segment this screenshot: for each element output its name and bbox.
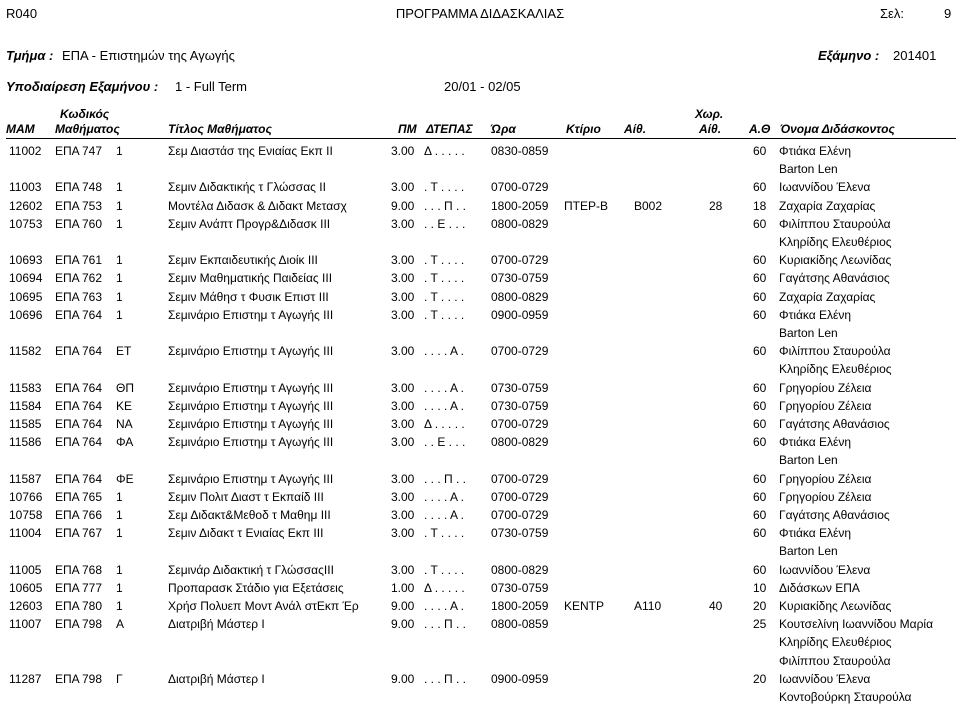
row-hour: 0700-0729 bbox=[491, 180, 549, 195]
row-instructor: Φτιάκα Ελένη bbox=[779, 144, 852, 158]
row-title: Σεμιν Διδακτ τ Ενιαίας Εκπ ΙΙΙ bbox=[168, 526, 324, 541]
row-number: 765 bbox=[82, 489, 103, 504]
row-section: 1 bbox=[116, 216, 123, 231]
row-days: Δ . . . . . bbox=[424, 580, 465, 595]
row-instructor: Γαγάτσης Αθανάσιος bbox=[779, 417, 890, 431]
row-title: Σεμινάριο Επιστημ τ Αγωγής ΙΙΙ bbox=[168, 398, 334, 413]
row-section: 1 bbox=[116, 198, 123, 213]
header-divider bbox=[6, 138, 956, 139]
row-section: ΕΤ bbox=[116, 344, 132, 359]
row-days: . Τ . . . . bbox=[424, 307, 465, 322]
row-hour: 1800-2059 bbox=[491, 198, 549, 213]
row-days: . . . . Α . bbox=[424, 508, 465, 522]
row-instructor: Barton Len bbox=[779, 544, 838, 559]
row-number: 764 bbox=[82, 471, 103, 486]
col-title: Τίτλος Μαθήματος bbox=[168, 122, 272, 136]
col-code-line2: Μαθήματος bbox=[55, 122, 120, 136]
row-dept: ΕΠΑ bbox=[55, 198, 80, 213]
row-section: 1 bbox=[116, 253, 123, 268]
row-pm: 3.00 bbox=[391, 380, 415, 395]
row-pm: 9.00 bbox=[391, 198, 415, 213]
row-section: ΘΠ bbox=[116, 380, 134, 395]
row-instructor: Ιωαννίδου Έλενα bbox=[779, 671, 871, 686]
row-dept: ΕΠΑ bbox=[55, 307, 80, 322]
row-days: . Τ . . . . bbox=[424, 562, 465, 577]
row-title: Σεμιν Μάθησ τ Φυσικ Επιστ ΙΙΙ bbox=[168, 289, 329, 304]
row-mam: 11287 bbox=[9, 671, 42, 686]
row-pm: 9.00 bbox=[391, 599, 415, 613]
row-dept: ΕΠΑ bbox=[55, 180, 80, 195]
row-mam: 10753 bbox=[9, 216, 43, 231]
row-mam: 10695 bbox=[9, 289, 43, 304]
row-pm: 3.00 bbox=[391, 271, 415, 286]
row-title: Σεμιν Μαθηματικής Παιδείας ΙΙΙ bbox=[168, 271, 333, 286]
row-section: 1 bbox=[116, 562, 123, 577]
row-title: Σεμιν Ανάπτ Προγρ&Διδασκ ΙΙΙ bbox=[168, 216, 331, 231]
row-days: . . . . Α . bbox=[424, 398, 465, 413]
row-hour: 0830-0859 bbox=[491, 144, 549, 158]
row-instructor: Γρηγορίου Ζέλεια bbox=[779, 471, 872, 486]
row-mam: 11005 bbox=[9, 562, 42, 577]
row-days: . Τ . . . . bbox=[424, 526, 465, 541]
row-number: 780 bbox=[82, 599, 103, 613]
row-capacity: 28 bbox=[709, 198, 723, 213]
row-mam: 10696 bbox=[9, 307, 43, 322]
row-number: 747 bbox=[82, 144, 103, 158]
row-hour: 0700-0729 bbox=[491, 508, 549, 522]
row-mam: 11584 bbox=[9, 398, 42, 413]
row-pm: 1.00 bbox=[391, 580, 415, 595]
row-instructor: Γαγάτσης Αθανάσιος bbox=[779, 271, 890, 286]
row-number: 798 bbox=[82, 671, 103, 686]
row-hour: 0730-0759 bbox=[491, 271, 549, 286]
row-at: 60 bbox=[753, 216, 767, 231]
row-dept: ΕΠΑ bbox=[55, 253, 80, 268]
row-instructor: Φτιάκα Ελένη bbox=[779, 307, 852, 322]
row-title: Σεμ Διδακτ&Μεθοδ τ Μαθημ ΙΙΙ bbox=[168, 508, 331, 522]
row-section: ΦΑ bbox=[116, 435, 134, 450]
row-dept: ΕΠΑ bbox=[55, 417, 80, 431]
row-pm: 3.00 bbox=[391, 471, 415, 486]
row-mam: 11003 bbox=[9, 180, 42, 195]
department-label: Τμήμα : bbox=[6, 48, 54, 63]
row-at: 60 bbox=[753, 562, 767, 577]
row-hour: 0730-0759 bbox=[491, 580, 549, 595]
row-instructor: Γρηγορίου Ζέλεια bbox=[779, 380, 872, 395]
row-title: Διατριβή Μάστερ Ι bbox=[168, 617, 265, 632]
row-at: 60 bbox=[753, 144, 767, 158]
row-pm: 3.00 bbox=[391, 253, 415, 268]
row-days: . . . . Α . bbox=[424, 380, 465, 395]
row-dept: ΕΠΑ bbox=[55, 435, 80, 450]
col-instructor: Όνομα Διδάσκοντος bbox=[780, 122, 895, 136]
col-at: Α.Θ bbox=[749, 122, 771, 136]
row-building: ΚΕΝΤΡ bbox=[564, 599, 605, 613]
row-pm: 3.00 bbox=[391, 216, 415, 231]
row-section: Α bbox=[116, 617, 125, 632]
row-days: . . . . Α . bbox=[424, 599, 465, 613]
row-room: Α110 bbox=[634, 599, 662, 613]
row-section: 1 bbox=[116, 271, 123, 286]
row-instructor: Φτιάκα Ελένη bbox=[779, 526, 852, 541]
row-number: 763 bbox=[82, 289, 103, 304]
row-title: Σεμινάριο Επιστημ τ Αγωγής ΙΙΙ bbox=[168, 307, 334, 322]
row-instructor: Φιλίππου Σταυρούλα bbox=[779, 653, 891, 668]
row-days: . . . Π . . bbox=[424, 198, 467, 213]
row-instructor: Κυριακίδης Λεωνίδας bbox=[779, 253, 892, 268]
row-dept: ΕΠΑ bbox=[55, 671, 80, 686]
row-dept: ΕΠΑ bbox=[55, 471, 80, 486]
row-title: Διατριβή Μάστερ Ι bbox=[168, 671, 265, 686]
row-section: 1 bbox=[116, 307, 123, 322]
row-title: Σεμινάριο Επιστημ τ Αγωγής ΙΙΙ bbox=[168, 344, 334, 359]
row-number: 764 bbox=[82, 307, 103, 322]
row-dept: ΕΠΑ bbox=[55, 398, 80, 413]
row-instructor: Ιωαννίδου Έλενα bbox=[779, 562, 871, 577]
row-hour: 0700-0729 bbox=[491, 417, 549, 431]
row-days: . . Ε . . . bbox=[424, 435, 466, 450]
row-mam: 11585 bbox=[9, 417, 42, 431]
row-number: 764 bbox=[82, 435, 103, 450]
row-pm: 3.00 bbox=[391, 307, 415, 322]
row-mam: 12603 bbox=[9, 599, 43, 613]
col-pm: ΠΜ bbox=[398, 122, 417, 136]
row-instructor: Ζαχαρία Ζαχαρίας bbox=[779, 289, 876, 304]
page-title: ΠΡΟΓΡΑΜΜΑ ΔΙΔΑΣΚΑΛΙΑΣ bbox=[395, 6, 565, 21]
row-pm: 3.00 bbox=[391, 508, 415, 522]
row-at: 20 bbox=[753, 671, 767, 686]
row-mam: 11007 bbox=[9, 617, 42, 632]
row-dept: ΕΠΑ bbox=[55, 562, 80, 577]
semester-value: 201401 bbox=[893, 48, 937, 63]
subdivision-label: Υποδιαίρεση Εξαμήνου : bbox=[6, 79, 159, 94]
col-building: Κτίριο bbox=[566, 122, 601, 136]
col-days: ΔΤΕΠΑΣ bbox=[426, 122, 473, 136]
row-hour: 0800-0829 bbox=[491, 289, 549, 304]
row-number: 764 bbox=[82, 380, 103, 395]
row-number: 761 bbox=[82, 253, 103, 268]
semester-label: Εξάμηνο : bbox=[818, 48, 880, 63]
row-hour: 0800-0829 bbox=[491, 435, 549, 450]
row-instructor: Κληρίδης Ελευθέριος bbox=[779, 362, 892, 377]
row-hour: 0900-0959 bbox=[491, 671, 549, 686]
row-title: Χρήσ Πολυεπ Μοντ Ανάλ στΕκπ Έρ bbox=[168, 599, 359, 613]
row-section: 1 bbox=[116, 144, 123, 158]
row-instructor: Φιλίππου Σταυρούλα bbox=[779, 216, 891, 231]
row-title: Σεμινάριο Επιστημ τ Αγωγής ΙΙΙ bbox=[168, 417, 334, 431]
row-title: Σεμινάριο Επιστημ τ Αγωγής ΙΙΙ bbox=[168, 435, 334, 450]
row-hour: 0700-0729 bbox=[491, 489, 549, 504]
row-number: 798 bbox=[82, 617, 103, 632]
row-hour: 0800-0859 bbox=[491, 617, 549, 632]
row-pm: 3.00 bbox=[391, 417, 415, 431]
page-label: Σελ: bbox=[880, 6, 904, 21]
row-number: 764 bbox=[82, 398, 103, 413]
col-capacity-line1: Χωρ. bbox=[695, 107, 724, 121]
row-days: . . . . Α . bbox=[424, 489, 465, 504]
row-at: 60 bbox=[753, 307, 767, 322]
row-days: . Τ . . . . bbox=[424, 180, 465, 195]
row-number: 777 bbox=[82, 580, 103, 595]
row-mam: 10758 bbox=[9, 508, 43, 522]
row-instructor: Κληρίδης Ελευθέριος bbox=[779, 235, 892, 249]
row-number: 762 bbox=[82, 271, 103, 286]
row-mam: 10766 bbox=[9, 489, 43, 504]
row-at: 60 bbox=[753, 344, 767, 359]
row-days: . . . . Α . bbox=[424, 344, 465, 359]
row-hour: 0700-0729 bbox=[491, 253, 549, 268]
row-hour: 0730-0759 bbox=[491, 380, 549, 395]
row-mam: 11587 bbox=[9, 471, 42, 486]
row-title: Σεμιν Πολιτ Διαστ τ Εκπαίδ ΙΙΙ bbox=[168, 489, 324, 504]
row-pm: 3.00 bbox=[391, 180, 415, 195]
row-pm: 3.00 bbox=[391, 435, 415, 450]
row-at: 60 bbox=[753, 489, 767, 504]
row-hour: 0800-0829 bbox=[491, 562, 549, 577]
row-dept: ΕΠΑ bbox=[55, 526, 80, 541]
row-days: . Τ . . . . bbox=[424, 289, 465, 304]
row-instructor: Γαγάτσης Αθανάσιος bbox=[779, 508, 890, 522]
row-number: 748 bbox=[82, 180, 103, 195]
row-title: Μοντέλα Διδασκ & Διδακτ Μετασχ bbox=[168, 198, 347, 213]
row-number: 767 bbox=[82, 526, 103, 541]
row-days: . . Ε . . . bbox=[424, 216, 466, 231]
row-at: 60 bbox=[753, 289, 767, 304]
row-mam: 11582 bbox=[9, 344, 42, 359]
row-days: Δ . . . . . bbox=[424, 417, 465, 431]
row-number: 764 bbox=[82, 344, 103, 359]
row-dept: ΕΠΑ bbox=[55, 489, 80, 504]
row-title: Σεμιν Διδακτικής τ Γλώσσας ΙΙ bbox=[168, 180, 326, 195]
row-pm: 3.00 bbox=[391, 398, 415, 413]
row-section: Γ bbox=[116, 671, 123, 686]
row-instructor: Barton Len bbox=[779, 453, 838, 468]
row-instructor: Διδάσκων ΕΠΑ bbox=[779, 580, 860, 595]
row-section: ΚΕ bbox=[116, 398, 133, 413]
row-dept: ΕΠΑ bbox=[55, 344, 80, 359]
col-code-line1: Κωδικός bbox=[60, 107, 110, 121]
row-days: . Τ . . . . bbox=[424, 253, 465, 268]
row-dept: ΕΠΑ bbox=[55, 289, 80, 304]
row-dept: ΕΠΑ bbox=[55, 580, 80, 595]
department-value: ΕΠΑ - Επιστημών της Αγωγής bbox=[62, 48, 235, 63]
row-instructor: Φιλίππου Σταυρούλα bbox=[779, 344, 891, 359]
row-hour: 0730-0759 bbox=[491, 398, 549, 413]
row-dept: ΕΠΑ bbox=[55, 617, 80, 632]
row-number: 764 bbox=[82, 417, 103, 431]
row-section: 1 bbox=[116, 489, 123, 504]
date-range: 20/01 - 02/05 bbox=[444, 79, 521, 94]
row-building: ΠΤΕΡ-Β bbox=[564, 198, 609, 213]
page-number: 9 bbox=[944, 6, 952, 21]
row-at: 25 bbox=[753, 617, 767, 632]
row-at: 60 bbox=[753, 180, 767, 195]
row-number: 768 bbox=[82, 562, 103, 577]
row-days: Δ . . . . . bbox=[424, 144, 465, 158]
row-instructor: Γρηγορίου Ζέλεια bbox=[779, 489, 872, 504]
row-at: 60 bbox=[753, 417, 767, 431]
row-section: 1 bbox=[116, 289, 123, 304]
row-section: 1 bbox=[116, 580, 123, 595]
row-instructor: Ιωαννίδου Έλενα bbox=[779, 180, 871, 195]
subdivision-value: 1 - Full Term bbox=[175, 79, 247, 94]
row-title: Σεμιν Εκπαιδευτικής Διοίκ ΙΙΙ bbox=[168, 253, 318, 268]
row-instructor: Κουτσελίνη Ιωαννίδου Μαρία bbox=[779, 617, 934, 632]
row-instructor: Κοντοβούρκη Σταυρούλα bbox=[779, 690, 912, 704]
row-at: 60 bbox=[753, 526, 767, 541]
row-mam: 11004 bbox=[9, 526, 42, 541]
col-mam: ΜΑΜ bbox=[6, 122, 35, 136]
row-hour: 1800-2059 bbox=[491, 599, 549, 613]
row-hour: 0700-0729 bbox=[491, 344, 549, 359]
row-title: Προπαρασκ Στάδιο για Εξετάσεις bbox=[168, 580, 344, 595]
row-hour: 0700-0729 bbox=[491, 471, 549, 486]
row-at: 18 bbox=[753, 198, 767, 213]
row-at: 10 bbox=[753, 580, 767, 595]
row-pm: 3.00 bbox=[391, 526, 415, 541]
row-instructor: Κληρίδης Ελευθέριος bbox=[779, 635, 892, 650]
row-number: 766 bbox=[82, 508, 103, 522]
row-instructor: Γρηγορίου Ζέλεια bbox=[779, 398, 872, 413]
row-instructor: Ζαχαρία Ζαχαρίας bbox=[779, 198, 876, 213]
row-days: . . . Π . . bbox=[424, 671, 467, 686]
row-dept: ΕΠΑ bbox=[55, 380, 80, 395]
row-hour: 0800-0829 bbox=[491, 216, 549, 231]
row-number: 760 bbox=[82, 216, 103, 231]
row-dept: ΕΠΑ bbox=[55, 144, 80, 158]
row-title: Σεμινάριο Επιστημ τ Αγωγής ΙΙΙ bbox=[168, 380, 334, 395]
row-at: 60 bbox=[753, 398, 767, 413]
report-code: R040 bbox=[6, 6, 38, 21]
row-hour: 0900-0959 bbox=[491, 307, 549, 322]
row-at: 60 bbox=[753, 271, 767, 286]
row-instructor: Φτιάκα Ελένη bbox=[779, 435, 852, 450]
row-at: 60 bbox=[753, 380, 767, 395]
row-pm: 3.00 bbox=[391, 489, 415, 504]
row-title: Σεμινάριο Επιστημ τ Αγωγής ΙΙΙ bbox=[168, 471, 334, 486]
row-dept: ΕΠΑ bbox=[55, 599, 80, 613]
row-section: ΦΕ bbox=[116, 471, 134, 486]
row-pm: 9.00 bbox=[391, 671, 415, 686]
row-dept: ΕΠΑ bbox=[55, 271, 80, 286]
row-dept: ΕΠΑ bbox=[55, 216, 80, 231]
row-instructor: Barton Len bbox=[779, 326, 838, 340]
row-section: 1 bbox=[116, 599, 123, 613]
row-at: 60 bbox=[753, 435, 767, 450]
row-days: . . . Π . . bbox=[424, 617, 467, 632]
row-section: ΝΑ bbox=[116, 417, 133, 431]
row-pm: 3.00 bbox=[391, 344, 415, 359]
row-instructor: Barton Len bbox=[779, 162, 838, 177]
row-at: 60 bbox=[753, 471, 767, 486]
row-mam: 12602 bbox=[9, 198, 43, 213]
row-at: 20 bbox=[753, 599, 767, 613]
row-mam: 10694 bbox=[9, 271, 43, 286]
row-mam: 10693 bbox=[9, 253, 43, 268]
row-number: 753 bbox=[82, 198, 103, 213]
row-mam: 11002 bbox=[9, 144, 42, 158]
row-at: 60 bbox=[753, 508, 767, 522]
row-instructor: Κυριακίδης Λεωνίδας bbox=[779, 599, 892, 613]
row-title: Σεμινάρ Διδακτική τ ΓλώσσαςΙΙΙ bbox=[168, 562, 334, 577]
row-days: . . . Π . . bbox=[424, 471, 467, 486]
row-section: 1 bbox=[116, 508, 123, 522]
row-capacity: 40 bbox=[709, 599, 723, 613]
row-section: 1 bbox=[116, 180, 123, 195]
row-section: 1 bbox=[116, 526, 123, 541]
row-pm: 3.00 bbox=[391, 562, 415, 577]
col-hour: Ώρα bbox=[491, 122, 516, 136]
row-mam: 11586 bbox=[9, 435, 42, 450]
col-capacity-line2: Αίθ. bbox=[699, 122, 722, 136]
row-mam: 10605 bbox=[9, 580, 43, 595]
row-days: . Τ . . . . bbox=[424, 271, 465, 286]
row-at: 60 bbox=[753, 253, 767, 268]
col-room: Αίθ. bbox=[624, 122, 647, 136]
row-pm: 9.00 bbox=[391, 617, 415, 632]
row-mam: 11583 bbox=[9, 380, 42, 395]
row-pm: 3.00 bbox=[391, 144, 415, 158]
row-title: Σεμ Διαστάσ της Ενιαίας Εκπ ΙΙ bbox=[168, 144, 333, 158]
row-pm: 3.00 bbox=[391, 289, 415, 304]
row-hour: 0730-0759 bbox=[491, 526, 549, 541]
row-room: Β002 bbox=[634, 198, 663, 213]
row-dept: ΕΠΑ bbox=[55, 508, 80, 522]
